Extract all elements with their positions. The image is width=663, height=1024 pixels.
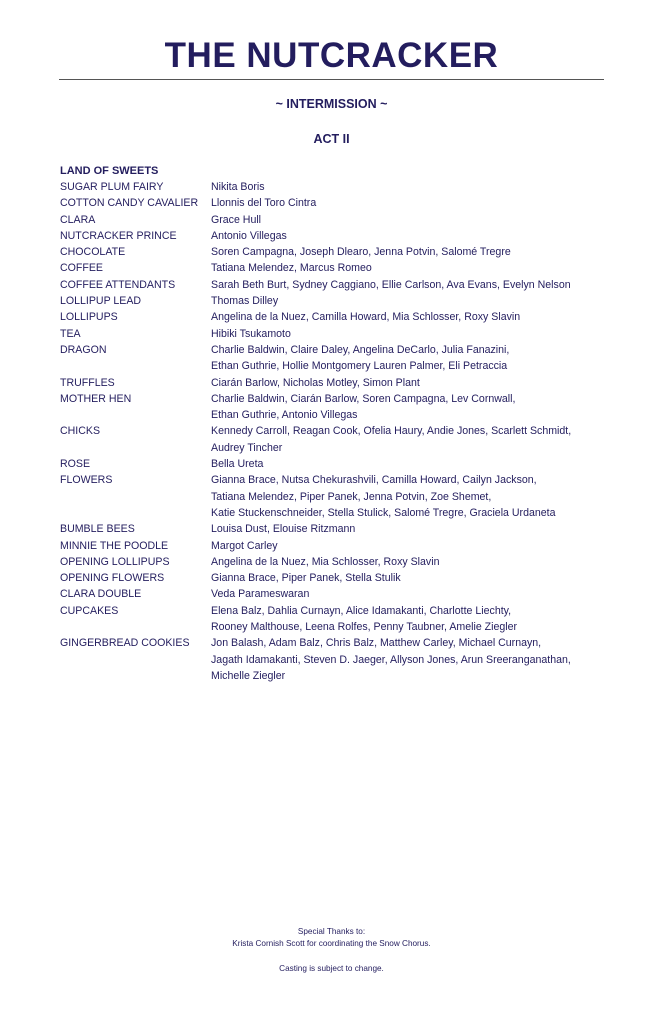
cast-names-line: Sarah Beth Burt, Sydney Caggiano, Ellie Carlson, Ava Evans, Evelyn Nelson (211, 278, 571, 291)
cast-row (60, 538, 620, 554)
role-name: OPENING FLOWERS (60, 572, 165, 585)
cast-row (60, 277, 620, 293)
cast-names (211, 635, 620, 684)
cast-names (211, 244, 620, 260)
cast-names-line: Ethan Guthrie, Hollie Montgomery Lauren Palmer, Eli Petraccia (211, 360, 508, 373)
cast-row (60, 570, 620, 586)
cast-names-line: Bella Ureta (211, 458, 264, 471)
cast-names-line: Katie Stuckenschneider, Stella Stulick, Salomé Tregre, Graciela Urdaneta (211, 506, 556, 519)
cast-row (60, 244, 620, 260)
cast-names-line: Thomas Dilley (211, 295, 279, 308)
cast-names (211, 342, 620, 375)
cast-names-line: Grace Hull (211, 213, 262, 226)
cast-row (60, 423, 620, 456)
cast-names-line: Hibiki Tsukamoto (211, 327, 291, 340)
cast-names (211, 554, 620, 570)
role-name: NUTCRACKER PRINCE (60, 229, 177, 242)
cast-names-line: Veda Parameswaran (211, 588, 310, 601)
cast-names-line: Jagath Idamakanti, Steven D. Jaeger, Allyson Jones, Arun Sreeranganathan, (211, 653, 571, 666)
role-name: MINNIE THE POODLE (60, 539, 169, 552)
role-name: CHICKS (60, 425, 101, 438)
cast-row (60, 309, 620, 325)
role-name: LOLLIPUPS (60, 311, 118, 324)
cast-names (211, 179, 620, 195)
role-name: CUPCAKES (60, 604, 119, 617)
cast-names (211, 538, 620, 554)
cast-names (211, 326, 620, 342)
cast-names-line: Tatiana Melendez, Marcus Romeo (211, 262, 372, 275)
cast-names-line: Michelle Ziegler (211, 669, 286, 682)
cast-names-line: Margot Carley (211, 539, 278, 552)
role-name: TEA (60, 327, 81, 340)
cast-names (211, 212, 620, 228)
cast-names-line: Nikita Boris (211, 181, 265, 193)
act-heading: ACT II (313, 132, 350, 146)
cast-names-line: Antonio Villegas (211, 229, 287, 242)
cast-names (211, 472, 620, 521)
role-name: TRUFFLES (60, 376, 115, 389)
cast-names (211, 391, 620, 424)
cast-row (60, 375, 620, 391)
cast-row (60, 212, 620, 228)
cast-names-line: Gianna Brace, Nutsa Chekurashvili, Camilla Howard, Cailyn Jackson, (211, 474, 537, 487)
cast-names (211, 423, 620, 456)
cast-row (60, 260, 620, 276)
intermission-heading: ~ INTERMISSION ~ (275, 97, 388, 111)
cast-names (211, 195, 620, 211)
cast-row (60, 635, 620, 684)
cast-row (60, 195, 620, 211)
cast-names-line: Llonnis del Toro Cintra (211, 197, 317, 210)
cast-names-line: Kennedy Carroll, Reagan Cook, Ofelia Haury, Andie Jones, Scarlett Schmidt, (211, 425, 572, 438)
role-name: MOTHER HEN (60, 392, 132, 405)
cast-names (211, 586, 620, 602)
cast-names-line: Angelina de la Nuez, Mia Schlosser, Roxy Slavin (211, 555, 440, 568)
role-name: COFFEE (60, 262, 103, 275)
title-divider (59, 79, 604, 80)
role-name: OPENING LOLLIPUPS (60, 555, 170, 568)
cast-names-line: Ethan Guthrie, Antonio Villegas (211, 409, 358, 422)
cast-names (211, 456, 620, 472)
cast-names (211, 309, 620, 325)
cast-row (60, 456, 620, 472)
cast-names-line: Angelina de la Nuez, Camilla Howard, Mia Schlosser, Roxy Slavin (211, 311, 521, 324)
cast-names-line: Rooney Malthouse, Leena Rolfes, Penny Taubner, Amelie Ziegler (211, 621, 518, 634)
cast-names-line: Elena Balz, Dahlia Curnayn, Alice Idamakanti, Charlotte Liechty, (211, 604, 512, 617)
role-name: BUMBLE BEES (60, 523, 135, 536)
role-name: SUGAR PLUM FAIRY (60, 181, 164, 193)
cast-names-line: Jon Balash, Adam Balz, Chris Balz, Matthew Carley, Michael Curnayn, (211, 637, 542, 650)
cast-names (211, 375, 620, 391)
cast-names (211, 570, 620, 586)
role-name: CLARA DOUBLE (60, 588, 142, 601)
role-name: DRAGON (60, 343, 107, 356)
role-name: CHOCOLATE (60, 246, 126, 259)
cast-names-line: Gianna Brace, Piper Panek, Stella Stulik (211, 572, 401, 585)
cast-names (211, 228, 620, 244)
cast-list (60, 179, 620, 684)
cast-names-line: Charlie Baldwin, Claire Daley, Angelina DeCarlo, Julia Fanazini, (211, 343, 510, 356)
cast-names (211, 293, 620, 309)
cast-names (211, 603, 620, 636)
cast-row (60, 521, 620, 537)
cast-names (211, 260, 620, 276)
role-name: GINGERBREAD COOKIES (60, 637, 190, 650)
page-title: THE NUTCRACKER (164, 36, 499, 75)
role-name: COTTON CANDY CAVALIER (60, 197, 199, 210)
cast-row (60, 228, 620, 244)
role-name: LOLLIPUP LEAD (60, 295, 142, 308)
section-heading: LAND OF SWEETS (60, 165, 159, 177)
cast-names (211, 277, 620, 293)
cast-row (60, 603, 620, 636)
cast-names-line: Louisa Dust, Elouise Ritzmann (211, 523, 356, 536)
special-thanks-text: Krista Cornish Scott for coordinating the Snow Chorus. (232, 939, 431, 948)
cast-row (60, 179, 620, 195)
cast-names-line: Audrey Tincher (211, 441, 283, 454)
cast-names-line: Soren Campagna, Joseph Dlearo, Jenna Potvin, Salomé Tregre (211, 246, 511, 259)
role-name: ROSE (60, 458, 91, 471)
cast-names (211, 521, 620, 537)
cast-row (60, 293, 620, 309)
casting-note: Casting is subject to change. (279, 964, 384, 973)
cast-names-line: Ciarán Barlow, Nicholas Motley, Simon Plant (211, 376, 420, 389)
cast-row (60, 326, 620, 342)
role-name: FLOWERS (60, 474, 113, 487)
cast-row (60, 472, 620, 521)
special-thanks-heading: Special Thanks to: (297, 927, 366, 936)
role-name: COFFEE ATTENDANTS (60, 278, 176, 291)
cast-names-line: Tatiana Melendez, Piper Panek, Jenna Potvin, Zoe Shemet, (211, 490, 492, 503)
cast-row (60, 554, 620, 570)
role-name: CLARA (60, 213, 96, 226)
cast-row (60, 586, 620, 602)
cast-row (60, 342, 620, 375)
cast-names-line: Charlie Baldwin, Ciarán Barlow, Soren Campagna, Lev Cornwall, (211, 392, 516, 405)
cast-row (60, 391, 620, 424)
